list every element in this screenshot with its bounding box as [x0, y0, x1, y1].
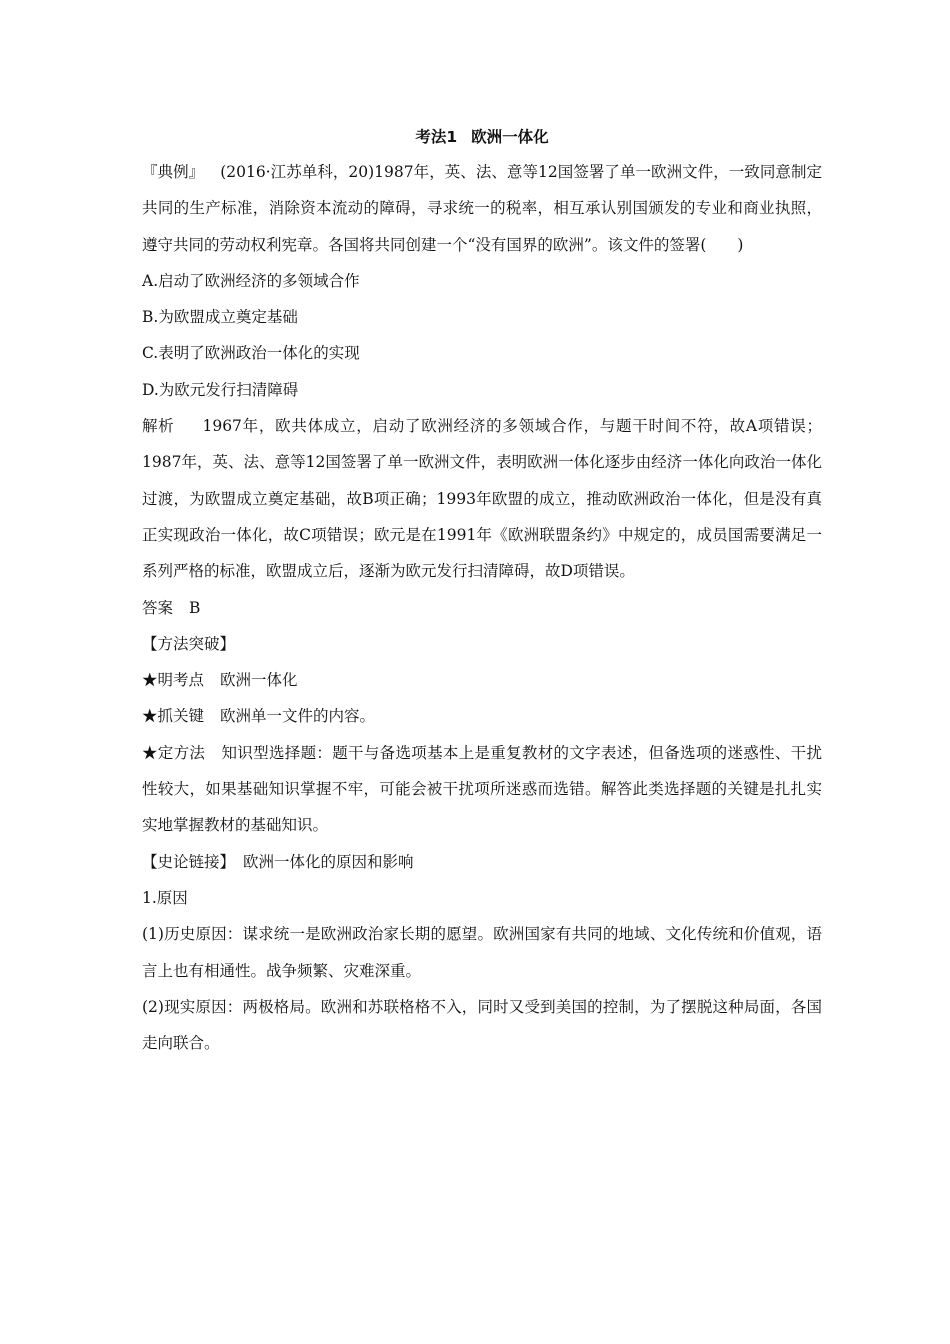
link-subject: 欧洲一体化的原因和影响 [243, 852, 414, 871]
section-cause: 1.原因 [142, 888, 188, 907]
method-approach-text: 知识型选择题：题干与备选项基本上是重复教材的文字表述，但备选项的迷惑性、干扰性较大，如果基础知识掌握不牢，可能会被干扰项所迷惑而选错。解答此类选择题的关键是扎扎实实地掌握教材的基础知识。 [142, 743, 822, 835]
method-heading: 【方法突破】 [142, 634, 236, 653]
method-key-label: ★抓关键 [142, 707, 205, 726]
method-point [142, 662, 822, 698]
title-topic: 欧洲一体化 [471, 128, 549, 146]
method-key [142, 698, 822, 734]
analysis-paragraph [142, 408, 822, 589]
method-point-label: ★明考点 [142, 671, 205, 690]
option-b: B.为欧盟成立奠定基础 [142, 308, 298, 327]
cause-historical: (1)历史原因：谋求统一是欧洲政治家长期的愿望。欧洲国家有共同的地域、文化传统和价值观，语言上也有相通性。战争频繁、灾难深重。 [142, 925, 822, 980]
answer-value: B [189, 598, 201, 617]
title-method: 考法1 [415, 128, 458, 146]
example-tag: 『典例』 [142, 163, 205, 181]
answer-line [142, 590, 822, 626]
link-heading: 【史论链接】 [142, 852, 236, 871]
example-paragraph [142, 154, 822, 263]
option-a: A.启动了欧洲经济的多领域合作 [142, 271, 360, 290]
analysis-label: 解析 [142, 417, 175, 436]
analysis-text: 1967年，欧共体成立，启动了欧洲经济的多领域合作，与题干时间不符，故A项错误；1987年，英、法、意等12国签署了单一欧洲文件，表明欧洲一体化逐步由经济一体化向政治一体化过渡，为欧盟成立奠定基础，故B项正确；1993年欧盟的成立，推动欧洲政治一体化，但是没有真正实现政治一体化，故C项错误；欧元是在1991年《欧洲联盟条约》中规定的，成员国需要满足一系列严格的标准，欧盟成立后，逐渐为欧元发行扫清障碍，故D项错误。 [142, 417, 822, 581]
method-approach-label: ★定方法 [142, 743, 206, 762]
example-source: (2016·江苏单科，20) [220, 163, 375, 181]
cause-current: (2)现实原因：两极格局。欧洲和苏联格格不入，同时又受到美国的控制，为了摆脱这种局面，各国走向联合。 [142, 997, 822, 1053]
link-heading-line [142, 844, 822, 880]
option-c: C.表明了欧洲政治一体化的实现 [142, 344, 360, 363]
page-title [142, 120, 822, 154]
option-d: D.为欧元发行扫清障碍 [142, 380, 299, 399]
example-stem: 1987年，英、法、意等12国签署了单一欧洲文件，一致同意制定共同的生产标准，消除资本流动的障碍，寻求统一的税率，相互承认别国颁发的专业和商业执照，遵守共同的劳动权利宪章。各国将共同创建一个“没有国界的欧洲”。该文件的签署( ) [142, 163, 822, 254]
answer-label: 答案 [142, 598, 174, 617]
method-approach [142, 735, 822, 844]
method-point-text: 欧洲一体化 [220, 671, 298, 690]
document-page [142, 120, 822, 1061]
method-key-text: 欧洲单一文件的内容。 [220, 707, 376, 726]
